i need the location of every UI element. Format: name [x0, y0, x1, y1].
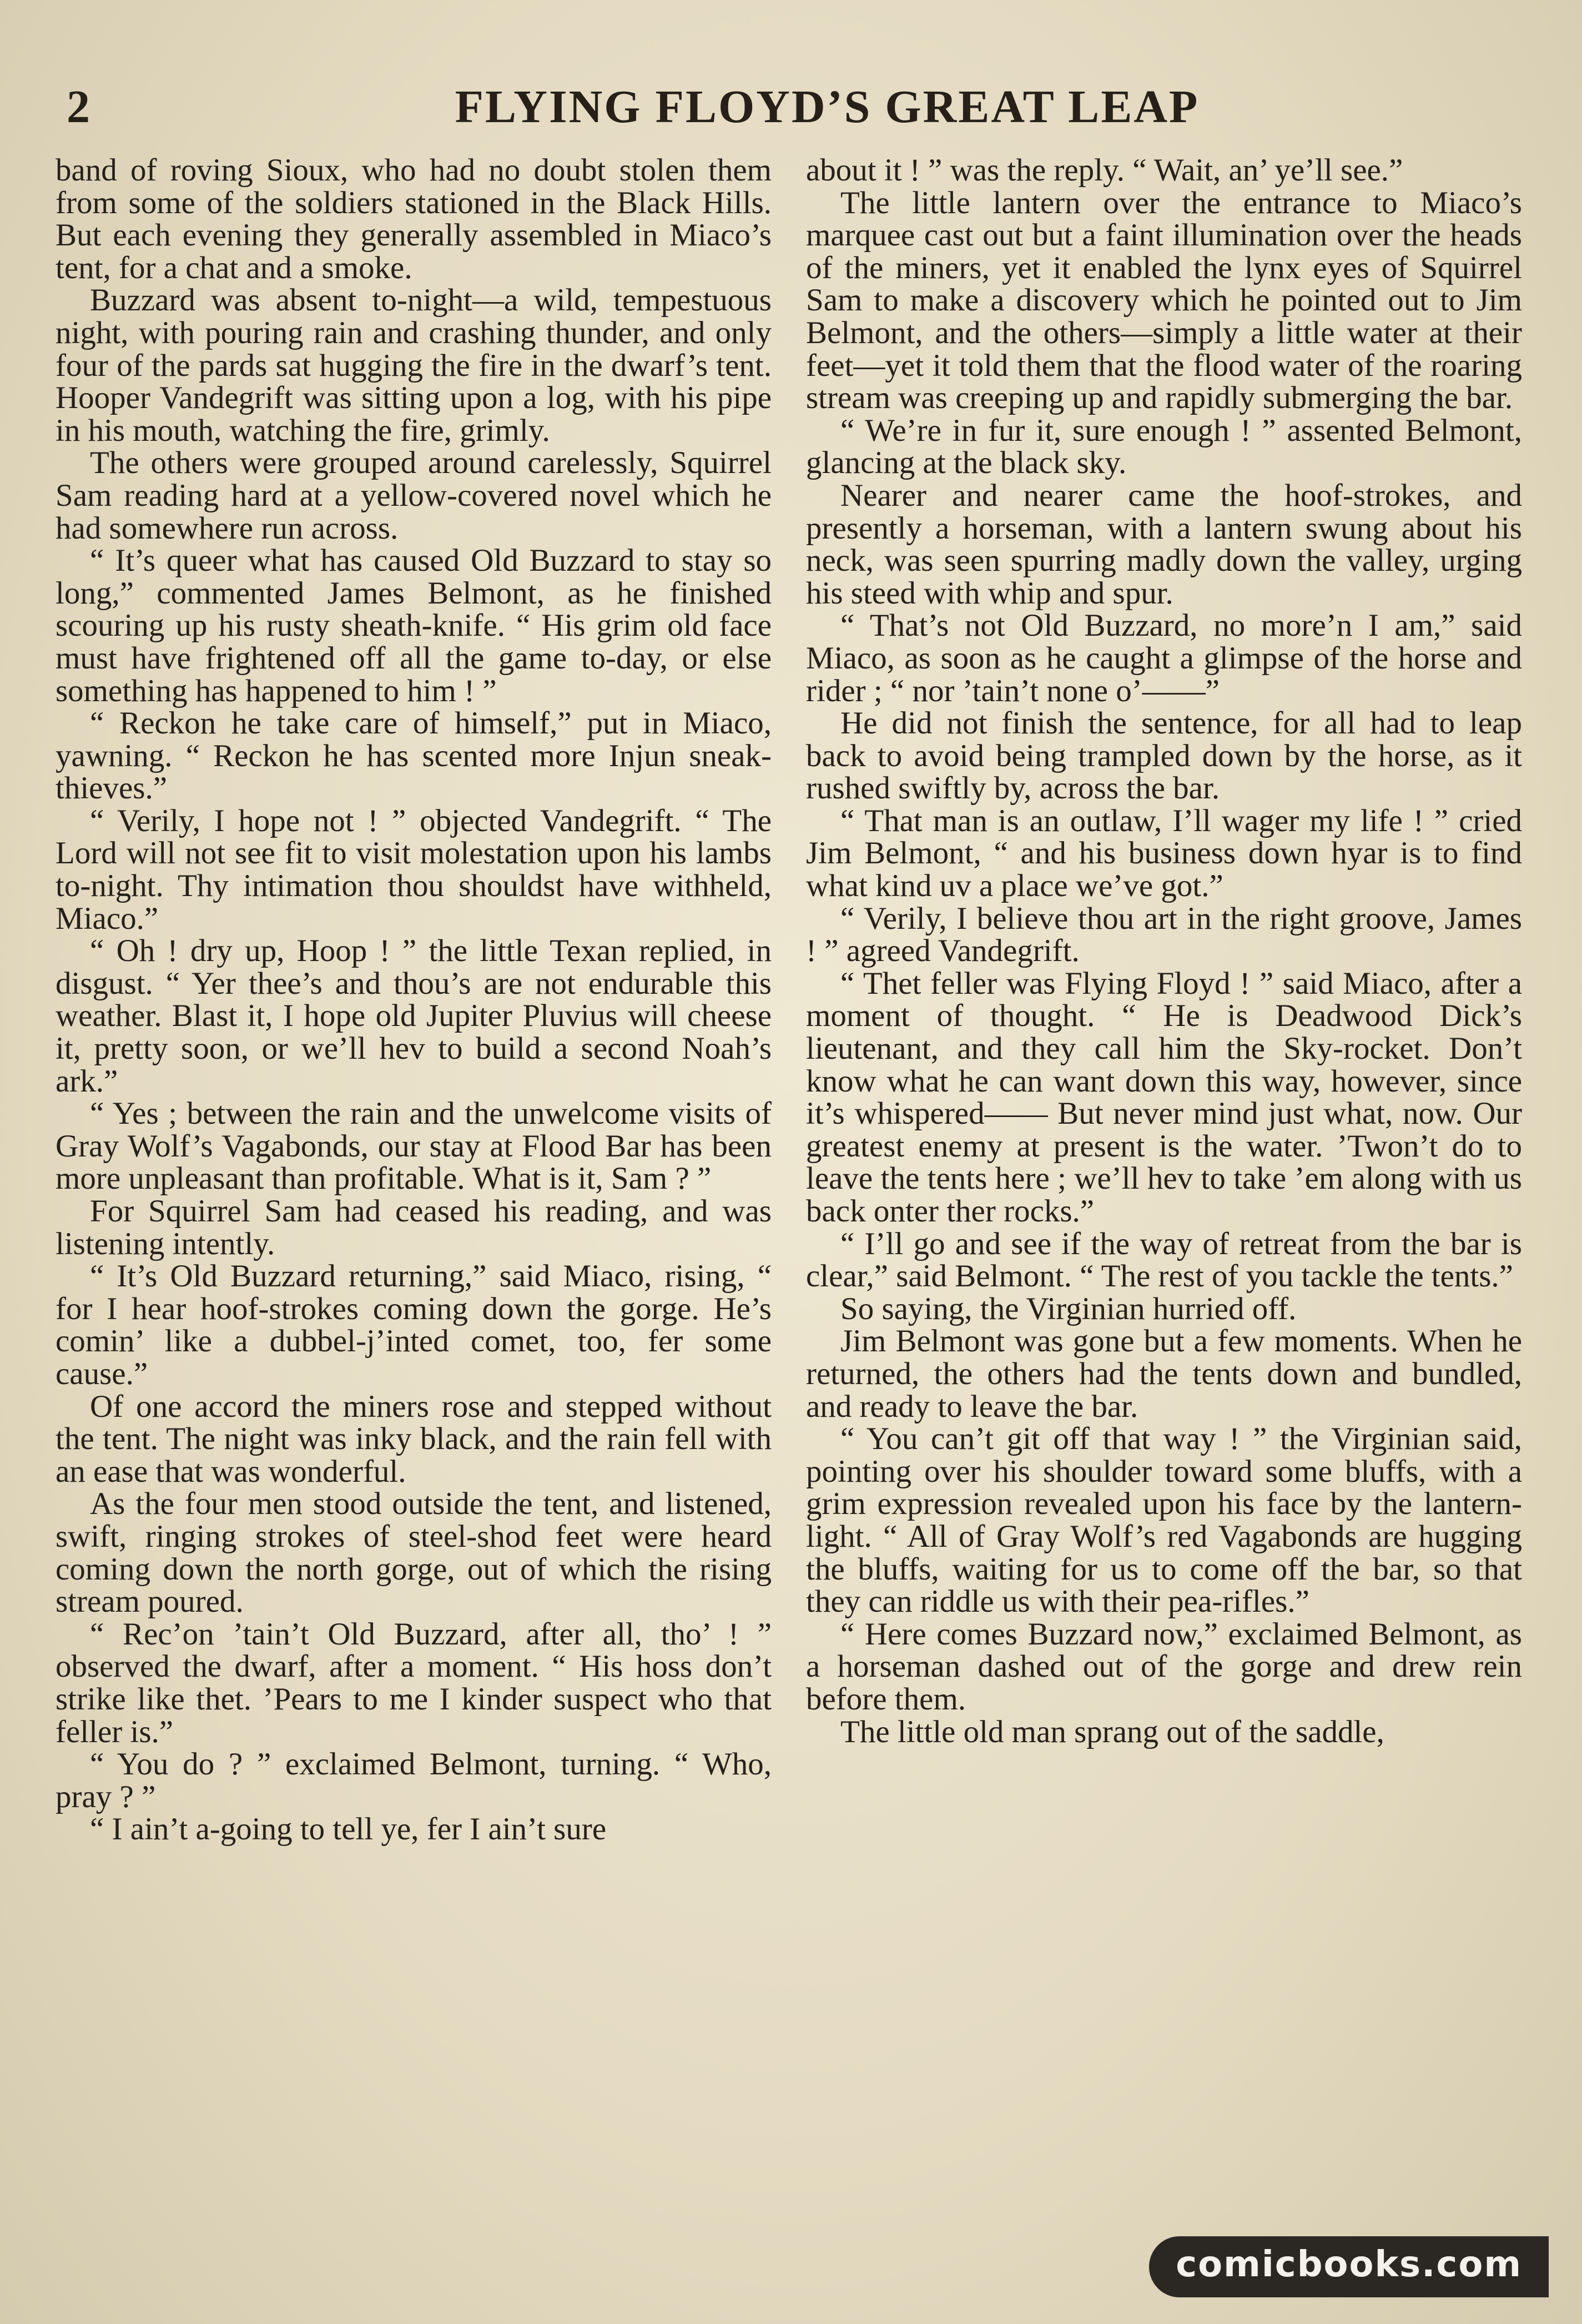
- paragraph: As the four men stood outside the tent, and listened, swift, ringing strokes of steel-shod feet were heard coming down the north gorge, out of which the rising stream poured.: [56, 1486, 772, 1619]
- paragraph: Buzzard was absent to-night—a wild, tempestuous night, with pouring rain and crashing thunder, and only four of the pards sat hugging the fire in the dwarf’s tent. Hooper Vandegrift was sitting upon a log, with his pipe in his mouth, watching the fire, grimly.: [56, 283, 772, 448]
- paragraph: “ We’re in fur it, sure enough ! ” assented Belmont, glancing at the black sky.: [806, 413, 1522, 481]
- paragraph: “ Rec’on ’tain’t Old Buzzard, after all, tho’ ! ” observed the dwarf, after a moment. “ His hoss don’t strike like thet. ’Pears to me I kinder suspect who that feller is.”: [56, 1616, 772, 1749]
- paragraph: Nearer and nearer came the hoof-strokes, and presently a horseman, with a lantern swung about his neck, was seen spurring madly down the valley, urging his steed with whip and spur.: [806, 477, 1522, 611]
- paragraph: He did not finish the sentence, for all had to leap back to avoid being trampled down by the horse, as it rushed swiftly by, across the bar.: [806, 706, 1522, 806]
- page-number: 2: [67, 81, 90, 133]
- paragraph: about it ! ” was the reply. “ Wait, an’ ye’ll see.”: [806, 153, 1403, 188]
- paragraph: “ Oh ! dry up, Hoop ! ” the little Texan replied, in disgust. “ Yer thee’s and thou’s are not endurable this weather. Blast it, I hope old Jupiter Pluvius will cheese it, pretty soon, or we’ll hev to build a second Noah’s ark.”: [56, 933, 772, 1099]
- paragraph: “ Verily, I believe thou art in the right groove, James ! ” agreed Vandegrift.: [806, 901, 1522, 969]
- paragraph: Of one accord the miners rose and stepped without the tent. The night was inky black, and the rain fell with an ease that was wonderful.: [56, 1389, 772, 1489]
- left-column: [56, 154, 772, 1846]
- paragraph: Jim Belmont was gone but a few moments. When he returned, the others had the tents down and bundled, and ready to leave the bar.: [806, 1324, 1522, 1424]
- page-header: [67, 71, 1521, 143]
- paragraph: “ I’ll go and see if the way of retreat from the bar is clear,” said Belmont. “ The rest of you tackle the tents.”: [806, 1226, 1522, 1294]
- paragraph: “ You do ? ” exclaimed Belmont, turning. “ Who, pray ? ”: [56, 1747, 772, 1814]
- paragraph: So saying, the Virginian hurried off.: [840, 1291, 1297, 1326]
- paragraph: “ That’s not Old Buzzard, no more’n I am,” said Miaco, as soon as he caught a glimpse of the horse and rider ; “ nor ’tain’t none o’——”: [806, 608, 1522, 708]
- paragraph: The others were grouped around carelessly, Squirrel Sam reading hard at a yellow-covered novel which he had somewhere run across.: [56, 445, 772, 546]
- paragraph: “ Here comes Buzzard now,” exclaimed Belmont, as a horseman dashed out of the gorge and drew rein before them.: [806, 1616, 1522, 1717]
- paragraph: The little lantern over the entrance to Miaco’s marquee cast out but a faint illumination over the heads of the miners, yet it enabled the lynx eyes of Squirrel Sam to make a discovery which he pointed out to Jim Belmont, and the others—simply a little water at their feet—yet it told them that the flood water of the roaring stream was creeping up and rapidly submerging the bar.: [806, 185, 1522, 416]
- paragraph: For Squirrel Sam had ceased his reading, and was listening intently.: [56, 1194, 772, 1261]
- watermark: comicbooks.com: [1149, 2236, 1549, 2297]
- paragraph: “ Verily, I hope not ! ” objected Vandegrift. “ The Lord will not see fit to visit molestation upon his lambs to-night. Thy intimation thou shouldst have withheld, Miaco.”: [56, 803, 772, 936]
- paragraph: “ You can’t git off that way ! ” the Virginian said, pointing over his shoulder toward some bluffs, with a grim expression revealed upon his face by the lantern-light. “ All of Gray Wolf’s red Vagabonds are hugging the bluffs, waiting for us to come off the bar, so that they can riddle us with their pea-rifles.”: [806, 1421, 1522, 1619]
- paragraph: “ Yes ; between the rain and the unwelcome visits of Gray Wolf’s Vagabonds, our stay at Flood Bar has been more unpleasant than profitable. What is it, Sam ? ”: [56, 1096, 772, 1196]
- paragraph: “ Thet feller was Flying Floyd ! ” said Miaco, after a moment of thought. “ He is Deadwood Dick’s lieutenant, and they call him the Sky-rocket. Don’t know what he can want down this way, however, since it’s whispered—— But never mind just what, now. Our greatest enemy at present is the water. ’Twon’t do to leave the tents here ; we’ll hev to take ’em along with us back onter ther rocks.”: [806, 965, 1522, 1229]
- paragraph: The little old man sprang out of the saddle,: [840, 1714, 1384, 1749]
- paragraph: “ Reckon he take care of himself,” put in Miaco, yawning. “ Reckon he has scented more Injun sneak-thieves.”: [56, 706, 772, 806]
- paragraph: “ It’s Old Buzzard returning,” said Miaco, rising, “ for I hear hoof-strokes coming down the gorge. He’s comin’ like a dubbel-j’inted comet, too, fer some cause.”: [56, 1259, 772, 1391]
- paragraph: “ It’s queer what has caused Old Buzzard to stay so long,” commented James Belmont, as he finished scouring up his rusty sheath-knife. “ His grim old face must have frightened off all the game to-day, or else something has happened to him ! ”: [56, 543, 772, 708]
- running-head: FLYING FLOYD’S GREAT LEAP: [455, 81, 1200, 133]
- paragraph: “ I ain’t a-going to tell ye, fer I ain’t sure: [90, 1812, 607, 1847]
- right-column: [806, 154, 1522, 1748]
- paragraph: band of roving Sioux, who had no doubt stolen them from some of the soldiers stationed in the Black Hills. But each evening they generally assembled in Miaco’s tent, for a chat and a smoke.: [56, 153, 772, 285]
- paragraph: “ That man is an outlaw, I’ll wager my life ! ” cried Jim Belmont, “ and his business down hyar is to find what kind uv a place we’ve got.”: [806, 803, 1522, 904]
